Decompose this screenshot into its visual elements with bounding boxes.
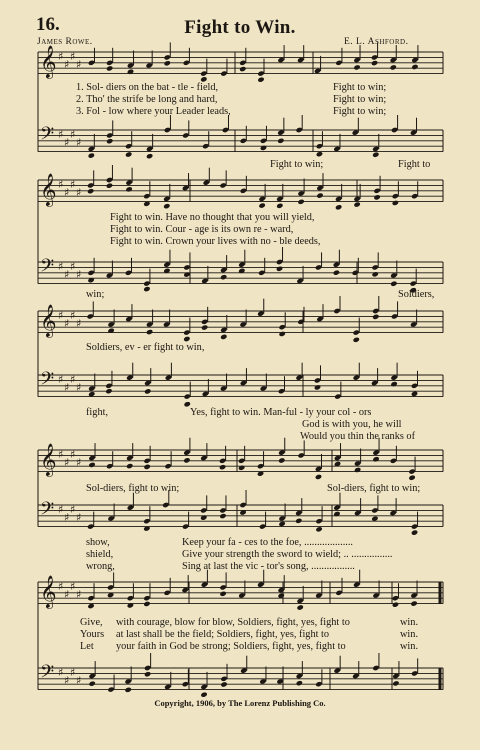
verse-line-3: Fight to win. Crown your lives with no - ble deeds, <box>110 236 321 247</box>
sharp-icon: ♯ <box>76 588 82 601</box>
sharp-icon: ♯ <box>64 186 70 199</box>
verse-line-3: Let <box>80 641 94 652</box>
sharp-icon: ♯ <box>70 373 76 386</box>
note-head <box>335 204 342 210</box>
note-head <box>164 60 171 66</box>
note-head <box>146 153 153 159</box>
sharp-icon: ♯ <box>64 317 70 330</box>
treble-clef-icon: 𝄞 <box>40 173 57 206</box>
sharp-icon: ♯ <box>76 136 82 149</box>
note-head <box>105 388 112 394</box>
note-head <box>258 202 265 208</box>
verse-line-2: win. <box>400 629 419 640</box>
note-head <box>106 65 113 71</box>
sharp-icon: ♯ <box>58 309 64 322</box>
note-head <box>219 513 226 519</box>
note-head <box>277 138 284 144</box>
note-head <box>125 186 132 192</box>
sharp-icon: ♯ <box>76 268 82 281</box>
note-head <box>353 337 360 343</box>
note-head <box>144 388 151 394</box>
note-head <box>239 66 246 72</box>
note-head <box>354 467 361 473</box>
note-head <box>411 529 418 535</box>
note-head <box>371 60 378 66</box>
note-head <box>372 456 379 462</box>
note-head <box>411 64 418 70</box>
hymn-number: 16. <box>36 14 60 35</box>
note-head <box>297 199 304 205</box>
bass-clef-icon: 𝄢 <box>40 662 55 687</box>
note-head <box>314 384 321 390</box>
note-head <box>88 681 95 687</box>
verse-line-2: 2. Tho' the strife be long and hard, <box>76 94 218 105</box>
verse-line-2: at last shall be the field; Soldiers, fight, yes, fight to <box>116 629 330 640</box>
hymn-title: Fight to Win. <box>184 17 296 38</box>
note-head <box>87 188 94 194</box>
note-head <box>146 329 153 335</box>
note-head <box>126 463 133 469</box>
note-head <box>373 194 380 200</box>
note-head <box>220 274 227 280</box>
note-head <box>297 604 304 610</box>
note-head <box>183 457 190 463</box>
note-head <box>316 192 323 198</box>
verse-line-1: 1. Sol- diers on the bat - tle - field, <box>76 82 219 93</box>
soprano-lyric: Sol-diers, fight to win; <box>86 483 180 494</box>
verse-line-1: Give, <box>80 617 103 628</box>
sharp-icon: ♯ <box>64 674 70 687</box>
note-head <box>372 314 379 320</box>
note-head <box>106 138 113 144</box>
sharp-icon: ♯ <box>58 50 64 63</box>
note-head <box>411 391 418 397</box>
note-head <box>353 201 360 207</box>
bass-lyric: Would you thin the ranks of <box>300 431 415 442</box>
copyright-notice: Copyright, 1906, by The Lorenz Publishing Co. <box>154 698 326 708</box>
sharp-icon: ♯ <box>76 381 82 394</box>
bass-lyric: shield, <box>86 549 114 560</box>
note-head <box>219 591 226 597</box>
refrain-line-2: Fight to win; <box>333 94 387 105</box>
sharp-icon: ♯ <box>58 503 64 516</box>
note-head <box>372 152 379 158</box>
sharp-icon: ♯ <box>70 260 76 273</box>
note-head <box>295 518 302 524</box>
sharp-icon: ♯ <box>58 448 64 461</box>
note-head <box>125 687 132 693</box>
verse-line-3: your faith in God be strong; Soldiers, fight, yes, fight to <box>116 641 346 652</box>
composer-credit: E. L. Ashford. <box>344 37 409 47</box>
sharp-icon: ♯ <box>58 260 64 273</box>
sharp-icon: ♯ <box>70 448 76 461</box>
bass-lyric: win; <box>86 289 105 300</box>
note-head <box>201 324 208 330</box>
sharp-icon: ♯ <box>76 317 82 330</box>
note-head <box>372 271 379 277</box>
sharp-icon: ♯ <box>76 456 82 469</box>
soprano-lyric: Soldiers, ev - er fight to win, <box>86 342 205 353</box>
sharp-icon: ♯ <box>64 456 70 469</box>
treble-clef-icon: 𝄞 <box>40 45 57 78</box>
refrain-line-3: Fight to win; <box>333 106 387 117</box>
verse-line-1: Fight to win. Have no thought that you will yield, <box>110 212 315 223</box>
note-head <box>390 281 397 287</box>
note-head <box>88 152 95 158</box>
note-head <box>238 465 245 471</box>
bass-lyric: Fight to win; <box>270 159 324 170</box>
sharp-icon: ♯ <box>70 666 76 679</box>
bass-clef-icon: 𝄢 <box>40 369 55 394</box>
note-head <box>315 526 322 532</box>
bass-lyric: show, <box>86 537 110 548</box>
note-head <box>279 331 286 337</box>
bass-clef-icon: 𝄢 <box>40 124 55 149</box>
treble-clef-icon: 𝄞 <box>40 575 57 608</box>
sharp-icon: ♯ <box>76 58 82 71</box>
treble-clef-icon: 𝄞 <box>40 443 57 476</box>
note-head <box>408 475 415 481</box>
bass-lyric: God is with you, he will <box>302 419 402 430</box>
sharp-icon: ♯ <box>58 128 64 141</box>
sharp-icon: ♯ <box>76 186 82 199</box>
note-head <box>143 464 150 470</box>
bass-lyric: Sing at last the vic - tor's song, ................. <box>182 561 355 572</box>
note-head <box>296 680 303 686</box>
sharp-icon: ♯ <box>64 511 70 524</box>
note-head <box>392 200 399 206</box>
note-head <box>106 183 113 189</box>
sharp-icon: ♯ <box>70 178 76 191</box>
lyricist-credit: James Rowe. <box>37 37 93 47</box>
note-head <box>410 600 417 606</box>
sharp-icon: ♯ <box>76 674 82 687</box>
note-head <box>125 151 132 157</box>
refrain-line-1: Fight to win; <box>333 82 387 93</box>
note-head <box>143 601 150 607</box>
sharp-icon: ♯ <box>64 58 70 71</box>
treble-clef-icon: 𝄞 <box>40 304 57 337</box>
note-head <box>315 474 322 480</box>
sharp-icon: ♯ <box>64 381 70 394</box>
bass-lyric: Yes, fight to win. Man-ful - ly your col - ors <box>190 407 372 418</box>
note-head <box>88 462 95 468</box>
note-head <box>278 457 285 463</box>
soprano-lyric: Sol-diers, fight to win; <box>327 483 421 494</box>
sharp-icon: ♯ <box>76 511 82 524</box>
bass-lyric: Give your strength the sword to wield; .. ................ <box>182 549 393 560</box>
note-head <box>276 266 283 272</box>
sharp-icon: ♯ <box>70 580 76 593</box>
verse-line-3: 3. Fol - low where your Leader leads, <box>76 106 231 117</box>
verse-line-1: with courage, blow for blow, Soldiers, fight, yes, fight to <box>116 617 350 628</box>
bass-lyric: Fight to <box>398 159 431 170</box>
sharp-icon: ♯ <box>58 178 64 191</box>
note-head <box>392 680 399 686</box>
sharp-icon: ♯ <box>64 268 70 281</box>
sharp-icon: ♯ <box>64 136 70 149</box>
bass-lyric: wrong, <box>86 561 115 572</box>
note-head <box>200 692 207 698</box>
sharp-icon: ♯ <box>70 50 76 63</box>
verse-line-3: win. <box>400 641 419 652</box>
note-head <box>219 464 226 470</box>
sharp-icon: ♯ <box>58 373 64 386</box>
sharp-icon: ♯ <box>70 128 76 141</box>
note-head <box>143 286 150 292</box>
note-head <box>220 681 227 687</box>
note-head <box>163 203 170 209</box>
note-head <box>392 602 399 608</box>
bass-lyric: Keep your fa - ces to the foe, ................... <box>182 537 353 548</box>
note-head <box>220 334 227 340</box>
note-head <box>276 203 283 209</box>
note-head <box>353 64 360 70</box>
note-head <box>278 521 285 527</box>
sharp-icon: ♯ <box>58 666 64 679</box>
note-head <box>257 77 264 83</box>
sharp-icon: ♯ <box>58 580 64 593</box>
sharp-icon: ♯ <box>64 588 70 601</box>
verse-line-2: Yours <box>80 629 105 640</box>
bass-clef-icon: 𝄢 <box>40 499 55 524</box>
bass-lyric: Soldiers, <box>398 289 435 300</box>
note-head <box>144 671 151 677</box>
bass-lyric: fight, <box>86 407 109 418</box>
verse-line-2: Fight to win. Cour - age is its own re - ward, <box>110 224 294 235</box>
bass-clef-icon: 𝄢 <box>40 256 55 281</box>
note-head <box>333 270 340 276</box>
note-head <box>390 64 397 70</box>
sharp-icon: ♯ <box>70 503 76 516</box>
sharp-icon: ♯ <box>70 309 76 322</box>
verse-line-1: win. <box>400 617 419 628</box>
